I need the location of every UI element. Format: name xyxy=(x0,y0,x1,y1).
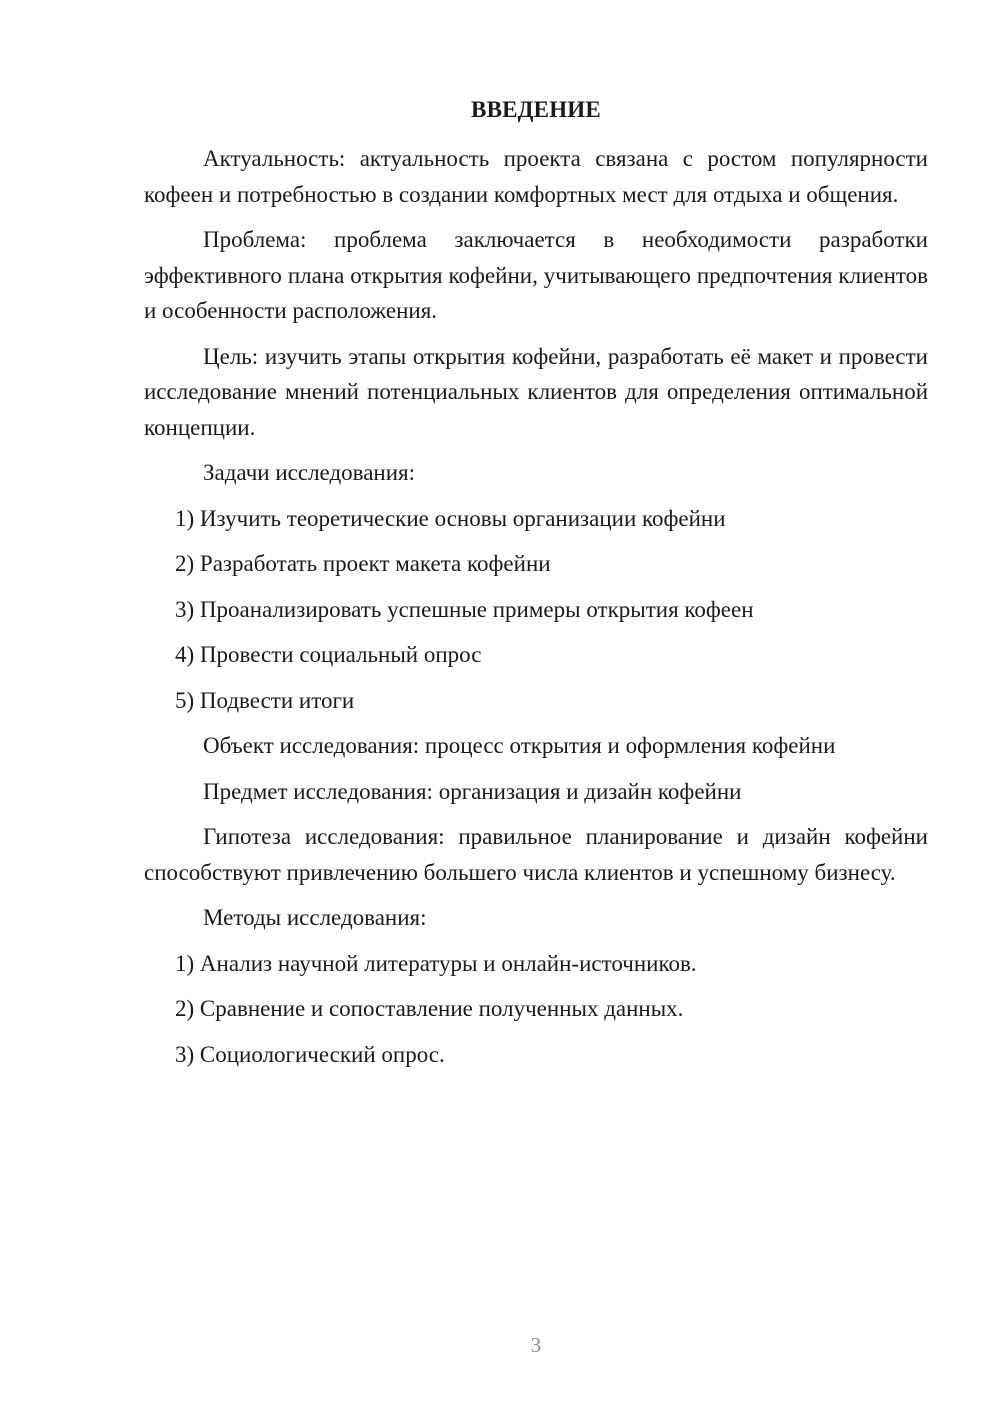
task-item: 1) Изучить теоретические основы организации кофейни xyxy=(175,505,726,531)
problem-paragraph: Проблема: проблема заключается в необходимости разработки эффективного плана открытия кофейни, учитывающего предпочтения клиентов и особенности расположения. xyxy=(144,227,928,323)
task-item: 2) Разработать проект макета кофейни xyxy=(175,551,551,576)
tasks-heading: Задачи исследования: xyxy=(203,460,416,485)
page-content xyxy=(144,94,928,1082)
page-number: 3 xyxy=(530,1333,542,1357)
methods-heading: Методы исследования: xyxy=(203,905,427,930)
task-item: 4) Провести социальный опрос xyxy=(175,642,482,667)
hypothesis-paragraph: Гипотеза исследования: правильное планирование и дизайн кофейни способствуют привлечению большего числа клиентов и успешному бизнесу. xyxy=(144,824,928,885)
task-item: 3) Проанализировать успешные примеры открытия кофеен xyxy=(175,596,754,622)
method-item: 2) Сравнение и сопоставление полученных данных. xyxy=(175,996,684,1021)
research-subject: Предмет исследования: организация и дизайн кофейни xyxy=(203,778,742,804)
method-item: 1) Анализ научной литературы и онлайн-источников. xyxy=(175,950,697,976)
method-item: 3) Социологический опрос. xyxy=(175,1041,445,1067)
research-object: Объект исследования: процесс открытия и оформления кофейни xyxy=(203,733,836,758)
section-title: ВВЕДЕНИЕ xyxy=(471,97,601,122)
task-item: 5) Подвести итоги xyxy=(175,687,355,713)
goal-paragraph: Цель: изучить этапы открытия кофейни, разработать её макет и провести исследование мнений потенциальных клиентов для определения оптимальной концепции. xyxy=(144,343,928,440)
relevance-paragraph: Актуальность: актуальность проекта связана с ростом популярности кофеен и потребностью в создании комфортных мест для отдыха и общения. xyxy=(144,146,928,207)
